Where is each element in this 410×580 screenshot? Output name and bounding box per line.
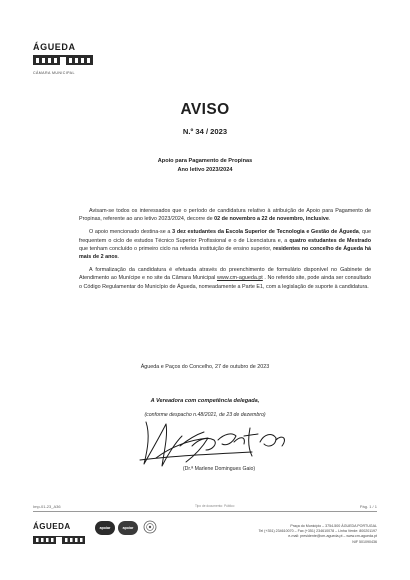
text-span: .: [117, 254, 120, 261]
notice-subject: [0, 157, 410, 175]
notice-body: [79, 207, 371, 296]
footer-contacts: [259, 524, 377, 545]
paragraph-eligibility: [79, 228, 371, 261]
text-span: . No referido site, pode ainda ser consultado o Código Regulamentar do Município de Águeda, nomeadamente a Parte E1, com a legislação de suporte à candidatura.: [79, 275, 372, 290]
logo-name: ÁGUEDA: [33, 42, 76, 52]
footer-building-icon: [33, 536, 85, 544]
contact-email[interactable]: e-mail: presidente@cm-agueda.pt – www.cm-agueda.pt: [288, 534, 377, 539]
text-span: que tenham concluído o primeiro ciclo na referida instituição de ensino superior,: [79, 245, 274, 252]
document-title: AVISO: [180, 101, 230, 118]
signer-name: (Dr.ª Marlene Domingues Gaio): [182, 466, 256, 472]
eligible-students: 3 dez estudantes da Escola Superior de Tecnologia e Gestão de Águeda: [172, 229, 359, 236]
paragraph-application-process: [79, 266, 371, 291]
contact-address: Praça do Município – 3754-500 ÁGUEDA PORTUGAL: [290, 524, 377, 528]
footer-divider: [33, 511, 377, 512]
website-link[interactable]: www.cm-agueda.pt: [216, 275, 263, 282]
contact-nif: NIF 501090436: [352, 539, 377, 544]
apoiar-badge: apoiar: [95, 521, 115, 535]
document-type-label: Tipo de documento: Público: [195, 504, 235, 508]
delegation-line: A Vereadora com competência delegada,: [150, 398, 260, 404]
form-code: Imp-01-23_A36: [33, 504, 61, 509]
dispatch-reference: (conforme despacho n.48/2021, de 23 de dezembro): [144, 412, 266, 418]
footer-badges: [95, 521, 138, 535]
notice-number: N.º 34 / 2023: [182, 127, 228, 136]
certification-seal-icon: [143, 520, 157, 534]
footer-municipality-logo: [33, 522, 85, 549]
municipality-logo: [33, 42, 103, 75]
date-place-line: Águeda e Paços do Concelho, 27 de outubro de 2023: [140, 364, 270, 370]
application-dates: 02 de novembro a 22 de novembro, inclusive: [214, 216, 329, 223]
subject-line: Apoio para Pagamento de Propinas: [157, 158, 253, 164]
building-icon: [33, 55, 93, 65]
page-number: Pág. 1 / 1: [359, 504, 377, 509]
text-span: Avisam-se todos os interessados que o período de candidatura relativo à atribuição de Apoio para Pagamento de Propinas, referente ao ano letivo 2023/2024, decorre de: [79, 208, 371, 223]
masters-students: quatro estudantes de Mestrado: [289, 237, 371, 244]
text-span: , que frequentem o ciclo de estudos Técnico Superior Profissional e o de Licenciatura e, a: [79, 229, 371, 244]
school-year-line: Ano letivo 2023/2024: [177, 167, 233, 173]
residency-requirement: residentes no concelho de Águeda há mais de 2 anos: [79, 245, 371, 261]
apoiar-badge: apoiar: [118, 521, 138, 535]
footer-logo-name: ÁGUEDA: [33, 522, 71, 531]
text-span: A formalização da candidatura é efetuada através do preenchimento de formulário disponível no Gabinete de Atendimento ao Munícipe e no site da Câmara Municipal: [79, 267, 371, 282]
text-span: O apoio mencionado destina-se a: [89, 229, 173, 236]
text-span: .: [328, 216, 331, 223]
contact-phone: Tel (+351) 234610070 – Fax (+351) 234610078 – Linha Verde: 800201197: [258, 529, 377, 534]
logo-subtitle: CÂMARA MUNICIPAL: [33, 71, 75, 75]
paragraph-application-period: [79, 207, 371, 223]
